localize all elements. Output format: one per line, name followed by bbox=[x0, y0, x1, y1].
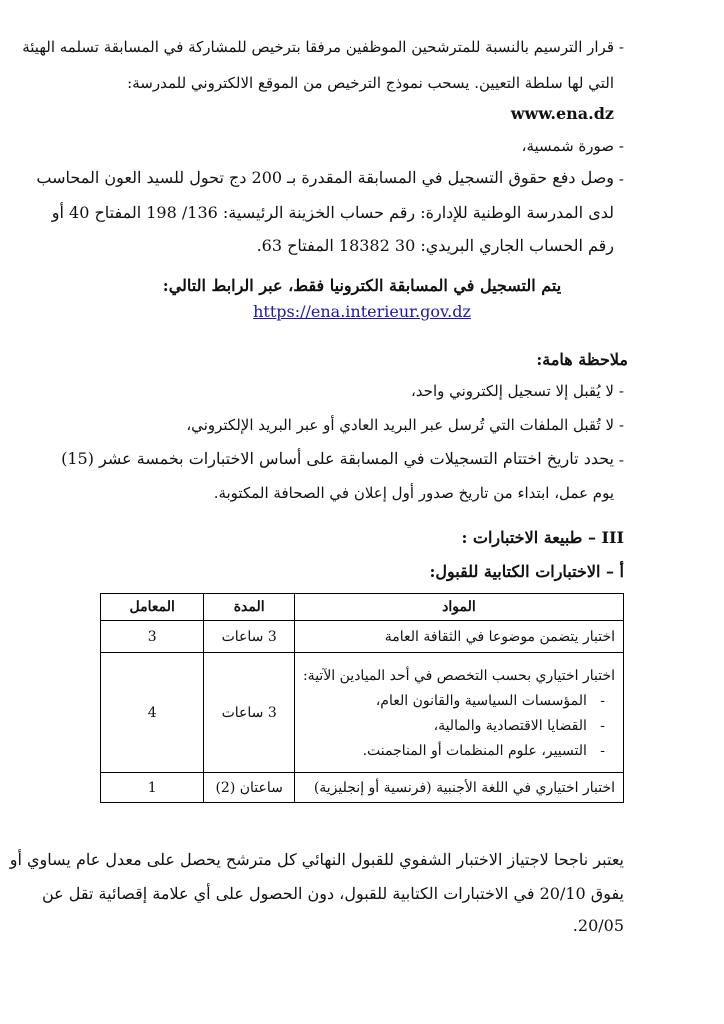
footer-line-2: يفوق 20/10 في الاختبارات الكتابية للقبول، دون الحصول على أي علامة إقصائية تقل عن bbox=[41, 884, 624, 903]
row-3-coefficient: 1 bbox=[101, 773, 204, 803]
registration-link[interactable]: https://ena.interieur.gov.dz bbox=[253, 302, 471, 321]
note-item-3-line-1: يحدد تاريخ اختتام التسجيلات في المسابقة على أساس الاختبارات بخمسة عشر (15) bbox=[61, 449, 614, 468]
bullet-dash: - bbox=[618, 451, 624, 469]
doc-item-1-line-1: قرار الترسيم بالنسبة للمترشحين الموظفين مرفقا بترخيص للمشاركة في المسابقة تسلمه الهيئة bbox=[22, 38, 614, 56]
doc-item-2: صورة شمسية، bbox=[521, 137, 614, 155]
note-item-3-line-2: يوم عمل، ابتداء من تاريخ صدور أول إعلان في الصحافة المكتوبة. bbox=[213, 484, 614, 502]
doc-item-1-line-2: التي لها سلطة التعيين. يسحب نموذج الترخيص من الموقع الالكتروني للمدرسة: bbox=[127, 74, 614, 92]
note-item-2: لا تُقبل الملفات التي تُرسل عبر البريد العادي أو عبر البريد الإلكتروني، bbox=[186, 416, 614, 434]
bullet-dash: - bbox=[618, 137, 624, 155]
row-2-subject bbox=[294, 653, 623, 773]
bullet-dash: - bbox=[618, 170, 624, 188]
row-2-domain-3: - التسيير، علوم المنظمات أو المناجمنت. bbox=[362, 743, 605, 759]
header-coefficient: المعامل bbox=[101, 594, 204, 621]
table-header-row bbox=[101, 594, 624, 621]
important-note-title: ملاحظة هامة: bbox=[536, 350, 628, 369]
row-1-duration: 3 ساعات bbox=[204, 621, 295, 653]
row-3-subject: اختبار اختياري في اللغة الأجنبية (فرنسية أو إنجليزية) bbox=[294, 773, 623, 803]
row-2-duration: 3 ساعات bbox=[204, 653, 295, 773]
doc-item-3-line-2: لدى المدرسة الوطنية للإدارة: رقم حساب الخزينة الرئيسية: 136/ 198 المفتاح 40 أو bbox=[51, 203, 614, 222]
header-duration: المدة bbox=[204, 594, 295, 621]
bullet-dash: - bbox=[618, 382, 624, 400]
table-row bbox=[101, 653, 624, 773]
school-website-text: www.ena.dz bbox=[510, 104, 614, 123]
row-2-domain-1: - المؤسسات السياسية والقانون العام، bbox=[375, 693, 605, 709]
table-row bbox=[101, 621, 624, 653]
doc-item-3-line-3: رقم الحساب الجاري البريدي: 30 18382 المفتاح 63. bbox=[256, 236, 614, 255]
row-1-coefficient: 3 bbox=[101, 621, 204, 653]
exams-table bbox=[100, 593, 624, 803]
table-row bbox=[101, 773, 624, 803]
section-heading: III – طبيعة الاختبارات : bbox=[461, 528, 624, 547]
doc-item-3-line-1: وصل دفع حقوق التسجيل في المسابقة المقدرة بـ 200 دج تحول للسيد العون المحاسب bbox=[36, 168, 614, 187]
bullet-dash: - bbox=[618, 38, 624, 56]
registration-instruction: يتم التسجيل في المسابقة الكترونيا فقط، عبر الرابط التالي: bbox=[162, 276, 562, 295]
bullet-dash: - bbox=[618, 416, 624, 434]
header-subject: المواد bbox=[294, 594, 623, 621]
footer-line-3: 20/05. bbox=[572, 916, 624, 935]
note-item-1: لا يُقبل إلا تسجيل إلكتروني واحد، bbox=[410, 382, 614, 400]
row-2-domain-2: - القضايا الاقتصادية والمالية، bbox=[433, 718, 605, 734]
row-2-intro: اختبار اختياري بحسب التخصص في أحد الميادين الآتية: bbox=[302, 668, 615, 684]
written-exams-subheading: أ – الاختبارات الكتابية للقبول: bbox=[429, 562, 624, 581]
footer-line-1: يعتبر ناجحا لاجتياز الاختبار الشفوي للقبول النهائي كل مترشح يحصل على معدل عام يساوي أو bbox=[9, 850, 624, 869]
row-1-subject: اختبار يتضمن موضوعا في الثقافة العامة bbox=[294, 621, 623, 653]
row-2-coefficient: 4 bbox=[101, 653, 204, 773]
row-3-duration: ساعتان (2) bbox=[204, 773, 295, 803]
